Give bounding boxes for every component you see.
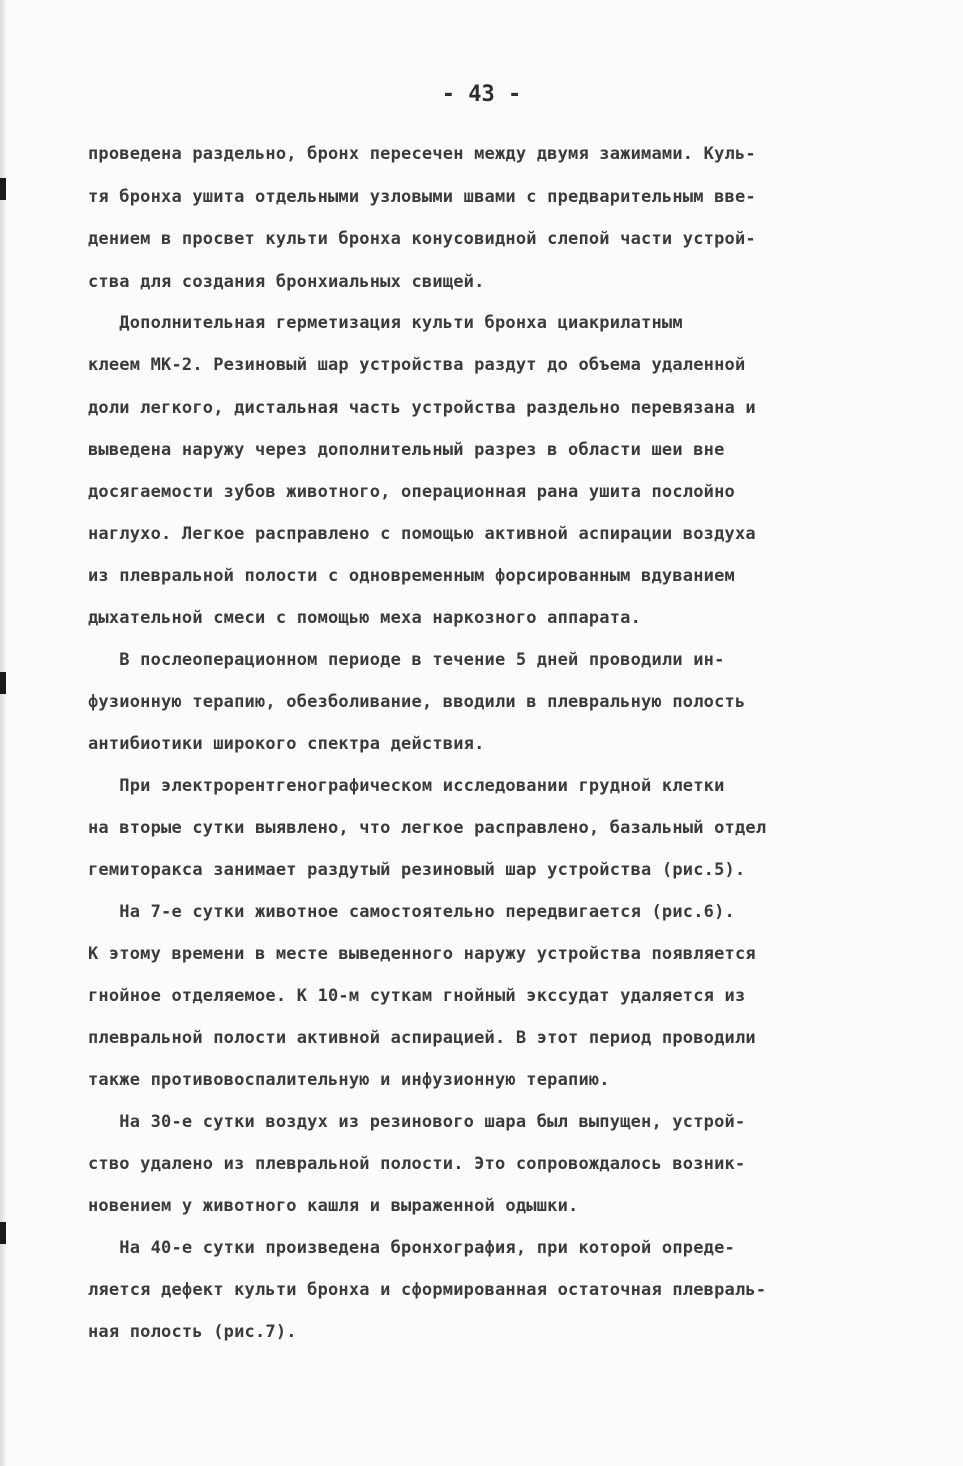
punch-mark [0,672,6,694]
text-line: На 30-е сутки воздух из резинового шара был выпущен, устрой- [88,1112,746,1132]
text-line: дыхательной смеси с помощью меха наркозного аппарата. [88,608,642,628]
text-line: гнойное отделяемое. К 10-м суткам гнойный экссудат удаляется из [88,986,746,1006]
text-line: антибиотики широкого спектра действия. [88,734,485,754]
text-line: На 7-е сутки животное самостоятельно передвигается (рис.6). [88,902,735,922]
text-line: новением у животного кашля и выраженной одышки. [88,1196,579,1216]
text-line: клеем МК-2. Резиновый шар устройства раздут до объема удаленной [88,355,746,375]
text-line: ляется дефект культи бронха и сформированная остаточная плевраль- [88,1280,767,1300]
text-line: На 40-е сутки произведена бронхография, при которой опреде- [88,1238,735,1258]
text-line: фузионную терапию, обезболивание, вводили в плевральную полость [88,692,746,712]
text-line: наглухо. Легкое расправлено с помощью активной аспирации воздуха [88,524,756,544]
text-line: При электрорентгенографическом исследовании грудной клетки [88,776,725,796]
text-line: проведена раздельно, бронх пересечен между двумя зажимами. Куль- [88,144,756,164]
text-line: ства для создания бронхиальных свищей. [88,272,485,292]
text-line: ная полость (рис.7). [88,1322,297,1342]
page-number: - 43 - [441,82,522,107]
text-line: из плевральной полости с одновременным форсированным вдуванием [88,566,735,586]
text-line: гемиторакса занимает раздутый резиновый шар устройства (рис.5). [88,860,746,880]
text-line: выведена наружу через дополнительный разрез в области шеи вне [88,440,725,460]
text-line: ство удалено из плевральной полости. Это сопровождалось возник- [88,1154,746,1174]
text-line: на вторые сутки выявлено, что легкое расправлено, базальный отдел [88,818,767,838]
text-line: Дополнительная герметизация культи бронха циакрилатным [88,313,683,333]
text-line: плевральной полости активной аспирацией. В этот период проводили [88,1028,756,1048]
punch-mark [0,1222,6,1244]
text-line: тя бронха ушита отдельными узловыми швами с предварительным вве- [88,187,756,207]
text-line: также противовоспалительную и инфузионную терапию. [88,1070,610,1090]
text-line: К этому времени в месте выведенного наружу устройства появляется [88,944,756,964]
text-line: дением в просвет культи бронха конусовидной слепой части устрой- [88,229,756,249]
text-line: досягаемости зубов животного, операционная рана ушита послойно [88,482,735,502]
scan-edge [0,0,6,1466]
punch-mark [0,178,6,200]
text-line: В послеоперационном периоде в течение 5 дней проводили ин- [88,650,725,670]
text-line: доли легкого, дистальная часть устройства раздельно перевязана и [88,398,756,418]
